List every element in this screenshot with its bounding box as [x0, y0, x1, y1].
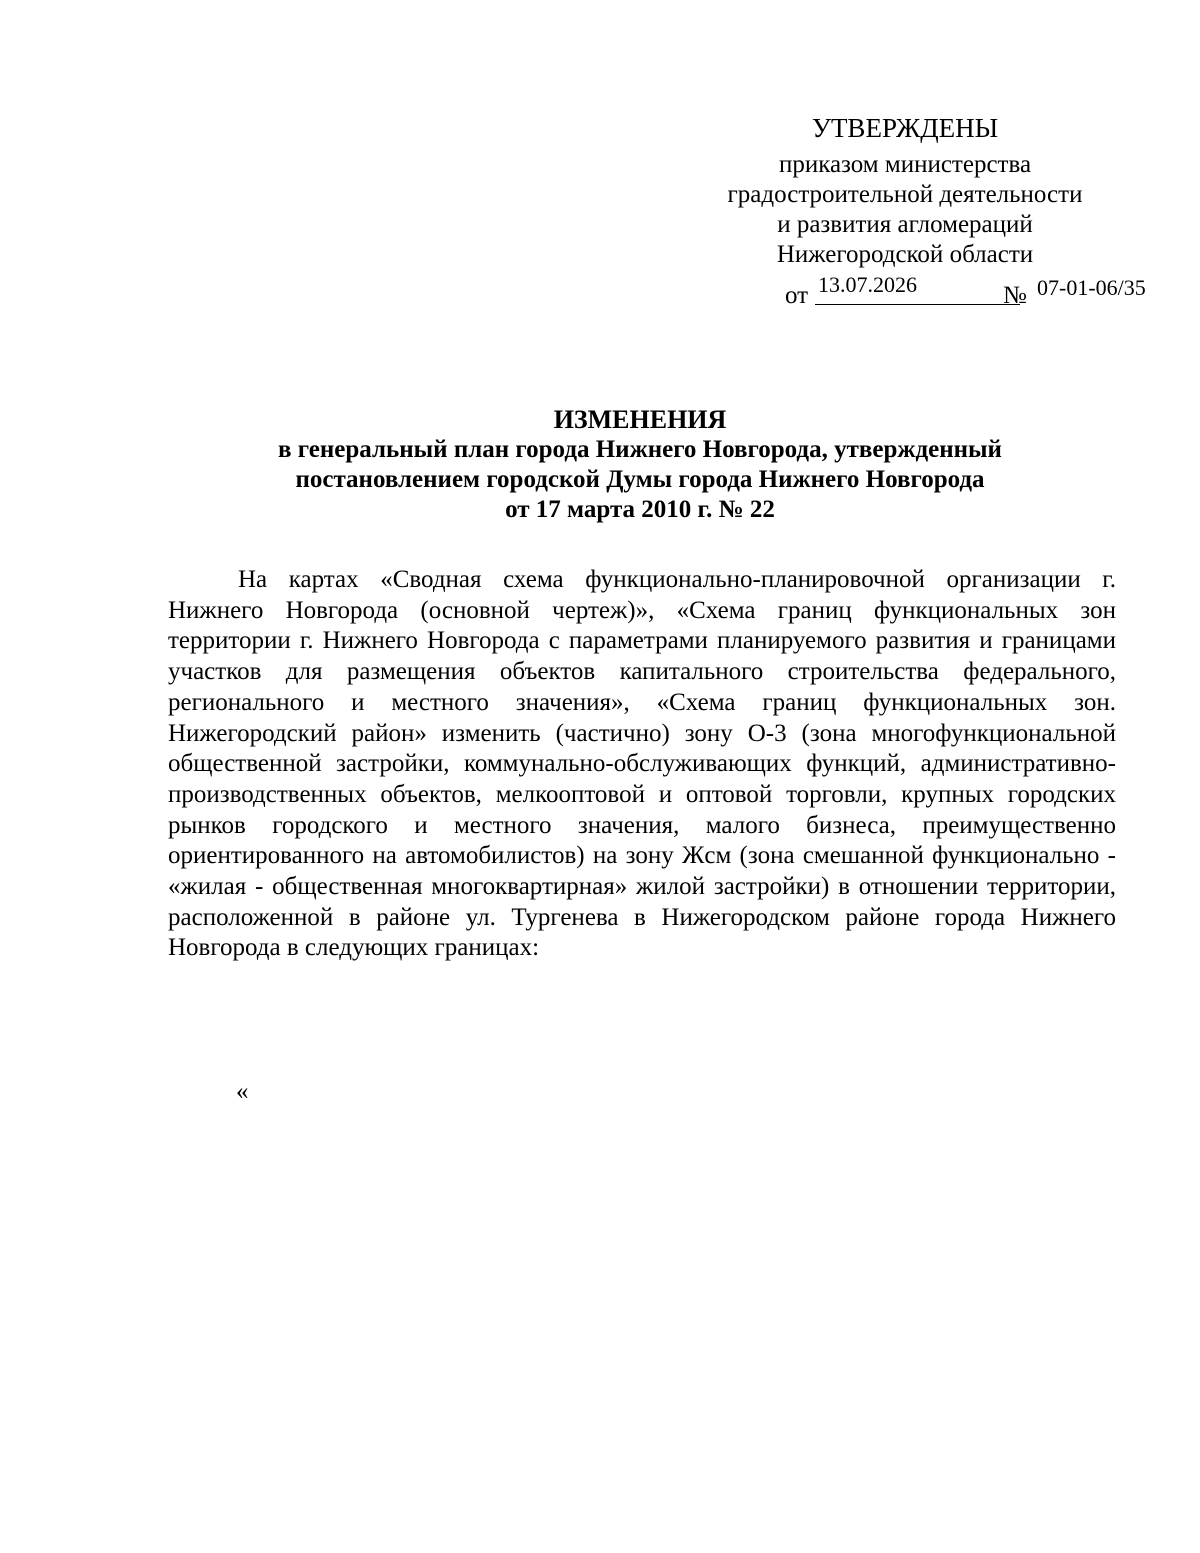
opening-quote-mark: «	[236, 1078, 249, 1105]
order-date-underline	[815, 304, 1020, 305]
order-number: 07-01-06/35	[1037, 275, 1146, 300]
document-title-line: в генеральный план города Нижнего Новгорода, утвержденный	[278, 436, 1002, 463]
approval-line: и развития агломераций	[777, 211, 1033, 238]
approval-stamp	[700, 110, 1110, 270]
order-date: 13.07.2026	[818, 272, 917, 297]
document-title	[120, 405, 1160, 525]
document-title-main: ИЗМЕНЕНИЯ	[553, 405, 727, 434]
order-number-sign: №	[1003, 282, 1027, 309]
document-title-line: постановлением городской Думы города Нижнего Новгорода	[295, 466, 985, 493]
document-title-line: от 17 марта 2010 г. № 22	[505, 496, 775, 523]
approval-heading: УТВЕРЖДЕНЫ	[811, 113, 999, 143]
approval-line: приказом министерства	[778, 151, 1032, 178]
approval-line: градостроительной деятельности	[727, 181, 1083, 208]
order-date-prefix: от	[785, 282, 809, 309]
body-paragraph: На картах «Сводная схема функционально-планировочной организации г. Нижнего Новгорода (основной чертеж)», «Схема границ функциональных зон территории г. Нижнего Новгорода с параметрами планируемого развития и границами участков для размещения объектов капитального строительства федерального, регионального и местного значения», «Схема границ функциональных зон. Нижегородский район» изменить (частично) зону О-3 (зона многофункциональной общественной застройки, коммунально-обслуживающих функций, административно-производственных объектов, мелкооптовой и оптовой торговли, крупных городских рынков городского и местного значения, малого бизнеса, преимущественно ориентированного на автомобилистов) на зону Жсм (зона смешанной функционально - «жилая - общественная многоквартирная» жилой застройки) в отношении территории, расположенной в районе ул. Тургенева в Нижегородском районе города Нижнего Новгорода в следующих границах:	[168, 566, 1116, 962]
approval-line: Нижегородской области	[776, 241, 1034, 268]
